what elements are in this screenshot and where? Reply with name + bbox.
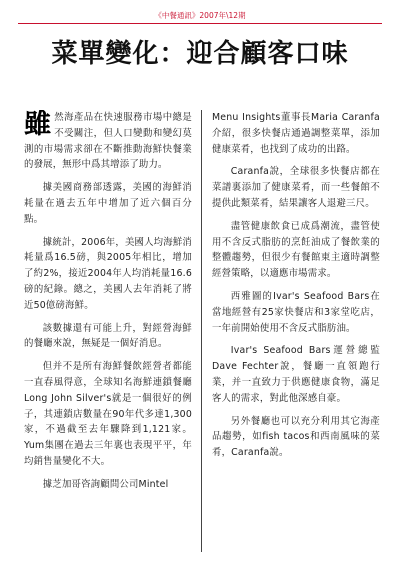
paragraph: Menu Insights董事長Maria Caranfa介紹，很多快餐店通過調整菜單，添加健康菜肴，也找到了成功的出路。 [212,112,380,155]
column-divider [201,110,202,552]
issue-header [18,10,382,24]
paragraph: 另外餐廳也可以充分利用其它海產品趨勢，如fish tacos和西南風味的菜肴，Caranfa說。 [212,415,380,459]
drop-cap: 雖 [24,110,52,140]
article-headline: 菜單變化：迎合顧客口味 [51,39,349,69]
paragraph: 據芝加哥咨詢顧問公司Mintel [42,478,169,490]
paragraph [24,110,192,173]
paragraph: Caranfa說，全球很多快餐店都在菜譜裏添加了健康菜肴，而一些餐館不提供此類菜肴，結果讓客人退避三尺。 [212,166,380,209]
left-column [24,110,192,555]
paragraph: 西雅圖的Ivar's Seafood Bars在當地經營有25家快餐店和3家堂吃店，一年前開始使用不含反式脂肪油。 [212,290,380,334]
paragraph: Ivar's Seafood Bars運營總監Dave Fechter說，餐廳一直領跑行業，并一直致力于供應健康食物，滿足客人的需求，對此他深感自豪。 [212,345,380,404]
issue-title: 《中餐通訊》2007年\12期 [154,11,246,20]
paragraph: 該數據還有可能上升，對經營海鮮的餐廳來說，無疑是一個好消息。 [24,322,192,350]
paragraph: 據統計，2006年，美國人均海鮮消耗量爲16.5磅，與2005年相比，增加了約2%，接近2004年人均消耗量16.6磅的紀錄。總之，美國人去年消耗了將近50億磅海鮮。 [24,236,192,311]
right-column [212,110,380,555]
paragraph: 盡管健康飲食已成爲潮流，盡管使用不含反式脂肪的烹飪油成了餐飲業的整體趨勢，但很少有餐館東主適時調整經營策略，以適應市場需求。 [212,220,380,280]
paragraph: 據美國商務部透露，美國的海鮮消耗量在過去五年中增加了近六個百分點。 [24,182,192,225]
paragraph: 但并不是所有海鮮餐飲經營者都能一直春風得意，全球知名海鮮連鎖餐廳Long John Silver's就是一個很好的例子，其連鎖店數量在90年代多達1,300家，不過截至去年驟降到1,121家。Yum集團在過去三年裏也表現平平，年均銷售量變化不大。 [24,361,192,467]
paragraph-text: 然海產品在快速服務市場中總是不受關注，但人口變動和變幻莫測的市場需求卻在不斷推動海鮮快餐業的發展，無形中爲其增添了助力。 [24,112,192,171]
